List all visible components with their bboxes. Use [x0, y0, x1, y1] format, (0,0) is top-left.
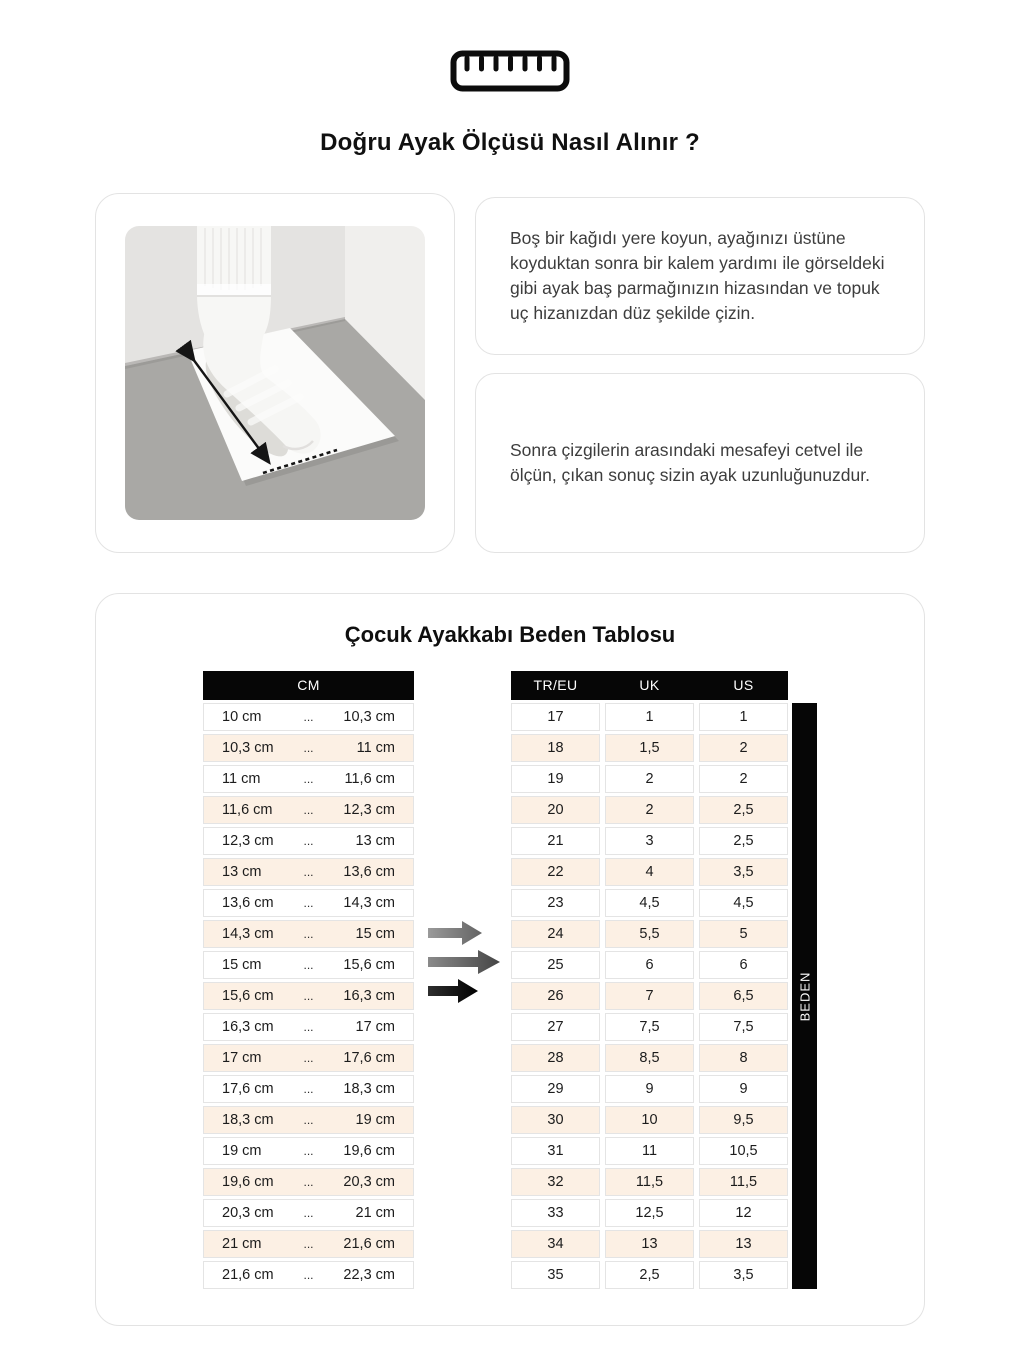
uk-value: 9 [605, 1075, 694, 1103]
uk-value: 11 [605, 1137, 694, 1165]
table-row [511, 982, 788, 1010]
treu-value: 27 [511, 1013, 600, 1041]
cm-from-value: 16,3 cm [222, 1019, 274, 1035]
cm-from-value: 21 cm [222, 1236, 262, 1252]
range-separator: ... [303, 710, 314, 724]
range-separator: ... [303, 1113, 314, 1127]
page-header [0, 0, 1020, 157]
uk-value: 2 [605, 765, 694, 793]
range-separator: ... [303, 1206, 314, 1220]
cm-to-value: 21,6 cm [343, 1236, 395, 1252]
table-row [511, 889, 788, 917]
cm-table-header: CM [203, 671, 414, 700]
uk-value: 7 [605, 982, 694, 1010]
cm-to-value: 22,3 cm [343, 1267, 395, 1283]
cm-to-value: 19 cm [355, 1112, 395, 1128]
uk-value: 11,5 [605, 1168, 694, 1196]
cm-to-value: 12,3 cm [343, 802, 395, 818]
cm-from-value: 21,6 cm [222, 1267, 274, 1283]
beden-label: BEDEN [797, 971, 813, 1021]
measure-instructions-section [95, 193, 925, 553]
table-row [511, 1168, 788, 1196]
uk-value: 6 [605, 951, 694, 979]
treu-value: 19 [511, 765, 600, 793]
cm-to-value: 17,6 cm [343, 1050, 395, 1066]
page-title: Doğru Ayak Ölçüsü Nasıl Alınır ? [320, 129, 700, 156]
table-row [511, 1261, 788, 1289]
cm-to-value: 18,3 cm [343, 1081, 395, 1097]
table-row [203, 796, 414, 824]
us-value: 3,5 [699, 1261, 788, 1289]
treu-value: 34 [511, 1230, 600, 1258]
foot-on-paper-photo [125, 226, 425, 520]
cm-from-value: 19 cm [222, 1143, 262, 1159]
treu-value: 26 [511, 982, 600, 1010]
cm-to-value: 15,6 cm [343, 957, 395, 973]
table-row [511, 796, 788, 824]
cm-from-value: 11 cm [222, 771, 261, 787]
size-table-header [511, 671, 788, 700]
foot-measure-photo-card [95, 193, 455, 553]
cm-from-value: 13 cm [222, 864, 262, 880]
table-row [511, 734, 788, 762]
col-header-us: US [733, 677, 754, 693]
treu-value: 32 [511, 1168, 600, 1196]
cm-to-value: 14,3 cm [343, 895, 395, 911]
us-value: 4,5 [699, 889, 788, 917]
cm-from-value: 17 cm [222, 1050, 262, 1066]
treu-value: 23 [511, 889, 600, 917]
range-separator: ... [303, 1020, 314, 1034]
cm-from-value: 18,3 cm [222, 1112, 274, 1128]
cm-to-value: 20,3 cm [343, 1174, 395, 1190]
range-separator: ... [303, 1268, 314, 1282]
uk-value: 10 [605, 1106, 694, 1134]
col-header-treu: TR/EU [533, 677, 578, 693]
table-row [511, 920, 788, 948]
table-row [511, 1199, 788, 1227]
instruction-step-1: Boş bir kağıdı yere koyun, ayağınızı üstüne koyduktan sonra bir kalem yardımı ile görseldeki gibi ayak baş parmağınızın hizasından ve topuk uç hizanızdan düz şekilde çizin. [510, 228, 885, 323]
size-table-title: Çocuk Ayakkabı Beden Tablosu [344, 622, 676, 647]
table-row [203, 1075, 414, 1103]
table-row [203, 765, 414, 793]
table-row [203, 982, 414, 1010]
table-row [203, 920, 414, 948]
us-value: 2,5 [699, 827, 788, 855]
size-table-body [511, 703, 788, 1289]
instruction-card-1 [475, 197, 925, 355]
cm-to-value: 11 cm [356, 740, 395, 756]
instruction-card-2 [475, 373, 925, 553]
us-value: 9 [699, 1075, 788, 1103]
range-separator: ... [303, 834, 314, 848]
table-row [511, 1013, 788, 1041]
table-row [511, 765, 788, 793]
uk-value: 1 [605, 703, 694, 731]
cm-from-value: 15 cm [222, 957, 262, 973]
table-row [511, 858, 788, 886]
uk-value: 3 [605, 827, 694, 855]
range-separator: ... [303, 741, 314, 755]
cm-from-value: 15,6 cm [222, 988, 274, 1004]
treu-value: 20 [511, 796, 600, 824]
cm-to-value: 19,6 cm [343, 1143, 395, 1159]
table-row [203, 1106, 414, 1134]
table-row [511, 1044, 788, 1072]
cm-from-value: 10,3 cm [222, 740, 274, 756]
range-separator: ... [303, 1144, 314, 1158]
range-separator: ... [303, 1082, 314, 1096]
uk-value: 4,5 [605, 889, 694, 917]
cm-to-value: 13,6 cm [343, 864, 395, 880]
range-separator: ... [303, 1237, 314, 1251]
treu-value: 18 [511, 734, 600, 762]
uk-value: 4 [605, 858, 694, 886]
table-row [511, 703, 788, 731]
treu-value: 35 [511, 1261, 600, 1289]
us-value: 9,5 [699, 1106, 788, 1134]
table-row [203, 1168, 414, 1196]
table-row [203, 858, 414, 886]
cm-from-value: 17,6 cm [222, 1081, 274, 1097]
treu-value: 30 [511, 1106, 600, 1134]
table-row [203, 1230, 414, 1258]
uk-value: 7,5 [605, 1013, 694, 1041]
range-separator: ... [303, 896, 314, 910]
us-value: 12 [699, 1199, 788, 1227]
treu-value: 29 [511, 1075, 600, 1103]
us-value: 8 [699, 1044, 788, 1072]
instruction-cards [475, 193, 925, 553]
cm-from-value: 12,3 cm [222, 833, 274, 849]
treu-value: 31 [511, 1137, 600, 1165]
treu-value: 24 [511, 920, 600, 948]
table-row [511, 1230, 788, 1258]
cm-from-value: 14,3 cm [222, 926, 274, 942]
us-value: 13 [699, 1230, 788, 1258]
range-separator: ... [303, 772, 314, 786]
cm-from-value: 20,3 cm [222, 1205, 274, 1221]
us-value: 1 [699, 703, 788, 731]
uk-value: 2 [605, 796, 694, 824]
table-row [511, 827, 788, 855]
uk-value: 13 [605, 1230, 694, 1258]
treu-value: 28 [511, 1044, 600, 1072]
treu-value: 33 [511, 1199, 600, 1227]
range-separator: ... [303, 1051, 314, 1065]
table-row [511, 1106, 788, 1134]
us-value: 2 [699, 765, 788, 793]
size-tables [96, 671, 924, 1292]
treu-value: 17 [511, 703, 600, 731]
conversion-arrows-gap [414, 671, 511, 1292]
table-row [511, 951, 788, 979]
beden-side-bar [792, 703, 817, 1289]
treu-value: 22 [511, 858, 600, 886]
cm-to-value: 15 cm [355, 926, 395, 942]
cm-table-body [203, 703, 414, 1289]
us-value: 6 [699, 951, 788, 979]
uk-value: 1,5 [605, 734, 694, 762]
cm-to-value: 13 cm [355, 833, 395, 849]
table-row [203, 1137, 414, 1165]
treu-value: 21 [511, 827, 600, 855]
col-header-uk: UK [639, 677, 660, 693]
table-row [203, 1013, 414, 1041]
uk-value: 5,5 [605, 920, 694, 948]
arrows-right-icon [426, 921, 502, 1005]
uk-value: 2,5 [605, 1261, 694, 1289]
table-row [203, 1199, 414, 1227]
table-row [203, 1044, 414, 1072]
table-row [203, 1261, 414, 1289]
range-separator: ... [303, 1175, 314, 1189]
cm-from-value: 19,6 cm [222, 1174, 274, 1190]
us-value: 2 [699, 734, 788, 762]
us-value: 7,5 [699, 1013, 788, 1041]
table-row [511, 1075, 788, 1103]
cm-to-value: 16,3 cm [343, 988, 395, 1004]
cm-to-value: 10,3 cm [343, 709, 395, 725]
table-row [203, 889, 414, 917]
cm-to-value: 17 cm [355, 1019, 395, 1035]
cm-range-table [203, 671, 414, 1292]
us-value: 3,5 [699, 858, 788, 886]
table-row [203, 827, 414, 855]
table-row [203, 951, 414, 979]
cm-from-value: 13,6 cm [222, 895, 274, 911]
treu-value: 25 [511, 951, 600, 979]
cm-from-value: 10 cm [222, 709, 262, 725]
range-separator: ... [303, 958, 314, 972]
table-row [511, 1137, 788, 1165]
range-separator: ... [303, 803, 314, 817]
range-separator: ... [303, 989, 314, 1003]
range-separator: ... [303, 927, 314, 941]
table-row [203, 703, 414, 731]
uk-value: 8,5 [605, 1044, 694, 1072]
shoe-size-table [511, 671, 788, 1292]
range-separator: ... [303, 865, 314, 879]
us-value: 5 [699, 920, 788, 948]
cm-to-value: 11,6 cm [344, 771, 395, 787]
us-value: 6,5 [699, 982, 788, 1010]
cm-to-value: 21 cm [355, 1205, 395, 1221]
table-row [203, 734, 414, 762]
us-value: 10,5 [699, 1137, 788, 1165]
ruler-icon [450, 50, 570, 97]
instruction-step-2: Sonra çizgilerin arasındaki mesafeyi cetvel ile ölçün, çıkan sonuç sizin ayak uzunluğunuzdur. [510, 440, 870, 485]
uk-value: 12,5 [605, 1199, 694, 1227]
us-value: 2,5 [699, 796, 788, 824]
cm-from-value: 11,6 cm [222, 802, 273, 818]
us-value: 11,5 [699, 1168, 788, 1196]
size-table-card [95, 593, 925, 1326]
